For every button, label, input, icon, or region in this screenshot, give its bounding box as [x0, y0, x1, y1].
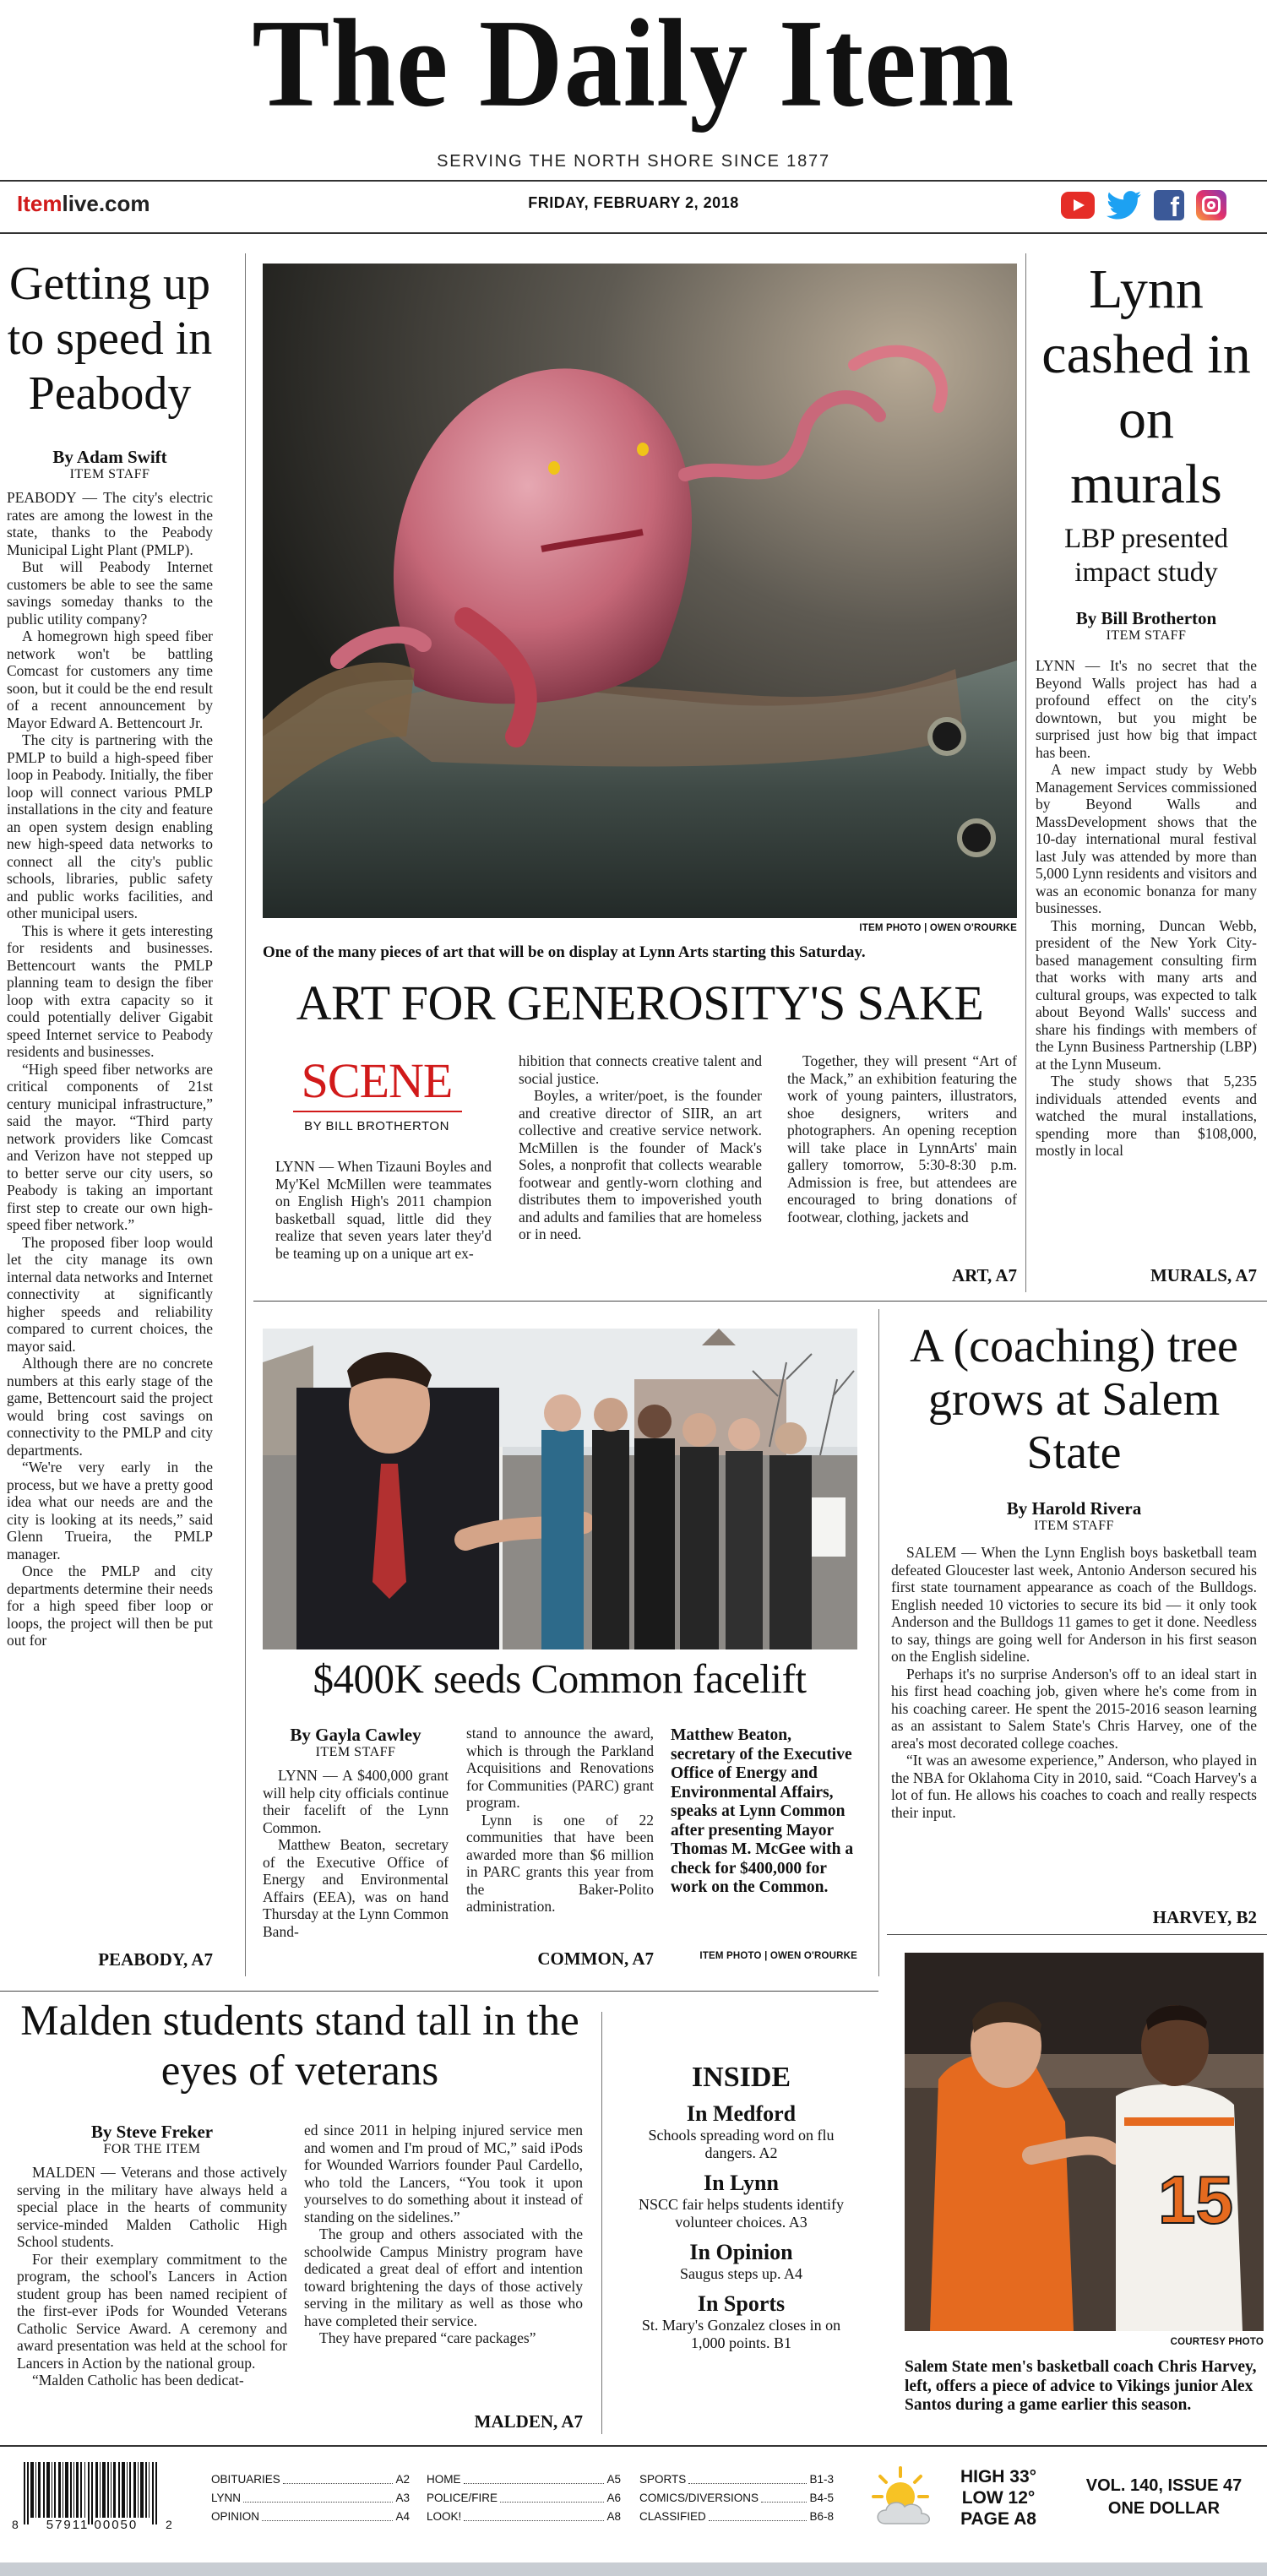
peabody-paragraph: PEABODY — The city's electric rates are among the lowest in the state, thanks to the Peabody Municipal Light Plant (PMLP). [7, 489, 213, 558]
murals-body [1036, 657, 1257, 1160]
coaching-paragraph: “It was an awesome experience,” Anderson, who played in the NBA for Oklahoma City in 2010, said. “Coach Harvey's a lot of fun. He allows his coaches to coach and really respects their input. [891, 1752, 1257, 1821]
footer-rule [0, 2445, 1267, 2447]
coaching-photo-credit: COURTESY PHOTO [1170, 2337, 1264, 2347]
inside-title: INSIDE [691, 2062, 791, 2093]
common-staff: ITEM STAFF [315, 1745, 396, 1759]
barcode [12, 2462, 181, 2546]
inside-item-head: In Sports [697, 2291, 786, 2316]
art-column-2 [519, 1052, 762, 1243]
scene-logo: SCENE [301, 1053, 453, 1108]
index-row[interactable] [427, 2470, 621, 2489]
index-row[interactable] [639, 2470, 834, 2489]
index-name: COMICS/DIVERSIONS [639, 2492, 759, 2504]
murals-byline: By Bill Brotherton [1075, 608, 1217, 628]
coaching-article [891, 1320, 1257, 1821]
price: ONE DOLLAR [1107, 2499, 1221, 2518]
peabody-paragraph: The proposed fiber loop would let the city manage its own internal data networks and Internet connectivity at significantly higher speeds and reliability compared to current choices, the mayor said. [7, 1233, 213, 1355]
art-photo-caption: One of the many pieces of art that will be on display at Lynn Arts starting this Saturday. [263, 943, 866, 961]
right-column-divider-top [1025, 253, 1026, 1292]
inside-item-text: Saugus steps up. A4 [679, 2265, 802, 2282]
index-name: CLASSIFIED [639, 2510, 706, 2523]
instagram-icon[interactable] [1196, 190, 1226, 220]
coaching-rule [887, 1934, 1267, 1935]
inside-item[interactable] [617, 2291, 866, 2352]
common-column-1 [263, 1767, 449, 1940]
inside-item-head: In Lynn [704, 2171, 779, 2195]
common-byline: By Gayla Cawley [290, 1725, 421, 1745]
art-jump[interactable]: ART, A7 [951, 1265, 1017, 1285]
malden-divider [601, 2012, 602, 2434]
common-headline: $400K seeds Common facelift [313, 1655, 807, 1702]
index-name: POLICE/FIRE [427, 2492, 498, 2504]
murals-paragraph: LYNN — It's no secret that the Beyond Walls project has had a profound effect on the city's downtown, but you might be surprised just how big that impact has been. [1036, 657, 1257, 761]
art-column-1 [275, 1158, 492, 1262]
index-row[interactable] [639, 2489, 834, 2508]
common-photo [263, 1329, 857, 1649]
murals-staff: ITEM STAFF [1106, 628, 1187, 643]
common-photo-credit: ITEM PHOTO | OWEN O'ROURKE [699, 1951, 857, 1961]
common-photo-caption: Matthew Beaton, secretary of the Executive Office of Energy and Environmental Affairs, speaks at Lynn Common after presenting Mayor Thomas M. McGee with a check for $400,000 for work on the Common. [671, 1726, 854, 1896]
murals-paragraph: This morning, Duncan Webb, president of the New York City-based management consulting firm that works with many arts and cultural groups, was expected to talk about Beyond Walls' success and share his findings with members of the Lynn Business Partnership (LBP) at the Lynn Museum. [1036, 916, 1257, 1073]
murals-article [1036, 257, 1257, 1160]
scene-byline: BY BILL BROTHERTON [304, 1119, 449, 1133]
index-row[interactable] [639, 2508, 834, 2526]
barcode-digits: 57911 00050 [46, 2518, 139, 2532]
index-name: LOOK! [427, 2510, 462, 2523]
inside-item-text: Schools spreading word on flu dangers. A2 [648, 2127, 835, 2161]
coaching-paragraph: SALEM — When the Lynn English boys basketball team defeated Gloucester last week, Antonio Anderson secured his first state tournament appearance as coach of the Bulldogs. English needed 10 victories to secure its bid — it only took Anderson and the Bulldogs 11 games to get it done. Needless to say, things are going well for Anderson in his first season on the English sideline. [891, 1544, 1257, 1665]
malden-staff: FOR THE ITEM [103, 2142, 201, 2156]
common-section-rule [0, 1991, 878, 1992]
malden-jump[interactable]: MALDEN, A7 [474, 2411, 583, 2432]
index-page: A3 [395, 2492, 410, 2504]
issue-info [1071, 2475, 1257, 2520]
peabody-paragraph: “We're very early in the process, but we have a pretty good idea what our needs are and the city is looking at its needs,” said Glenn Trueira, the PMLP manager. [7, 1459, 213, 1562]
index-column-3 [639, 2470, 834, 2526]
murals-headline: Lynn cashed in on murals [1041, 258, 1251, 515]
inside-item[interactable] [617, 2240, 866, 2283]
malden-paragraph: For their exemplary commitment to the program, the school's Lancers in Action student group has been named recipient of the first-ever iPods for Wounded Veterans Catholic Service Award. A ceremony and award presentation was held at the school for Lancers in Action by the national group. [17, 2250, 287, 2372]
common-paragraph: stand to announce the award, which is through the Parkland Acquisitions and Renovations for Communities (PARC) grant program. [466, 1725, 654, 1811]
facebook-icon[interactable]: f [1154, 190, 1184, 220]
social-icons [1061, 187, 1255, 223]
site-link-red: Item [17, 191, 63, 216]
common-divider [878, 1309, 879, 1976]
art-photo-credit: ITEM PHOTO | OWEN O'ROURKE [859, 923, 1017, 933]
malden-byline: By Steve Freker [90, 2122, 214, 2142]
left-column-divider [245, 253, 246, 1976]
weather-high: HIGH 33° [960, 2467, 1037, 2486]
art-paragraph: hibition that connects creative talent and social justice. [519, 1052, 762, 1087]
barcode-digit-left: 8 [12, 2518, 19, 2531]
issue-date: FRIDAY, FEBRUARY 2, 2018 [528, 194, 739, 211]
index-row[interactable] [427, 2508, 621, 2526]
inside-item-head: In Medford [686, 2101, 797, 2126]
art-photo [263, 264, 1017, 918]
art-headline: ART FOR GENEROSITY'S SAKE [296, 976, 984, 1030]
scene-logo-rule [293, 1111, 462, 1112]
peabody-paragraph: The city is partnering with the PMLP to build a high-speed fiber loop in Peabody. Initially, the fiber loop will connect various PMLP installations in the city and feature an open system design enabling new high-speed data networks to connect all the city's public schools, libraries, public safety and public works facilities, and other municipal users. [7, 731, 213, 921]
peabody-paragraph: But will Peabody Internet customers be able to see the same savings someday thanks to the public utility company? [7, 558, 213, 628]
weather-info [948, 2466, 1049, 2530]
weather-page[interactable]: PAGE A8 [960, 2509, 1036, 2529]
art-paragraph: Together, they will present “Art of the Mack,” an exhibition featuring the work of young painters, illustrators, shoe designers, writers and photographers. An opening reception will take place in LynnArts' main gallery tomorrow, 5:30-8:30 p.m. Admission is free, but attendees are encouraged to bring donations of footwear, clothing, jackets and [787, 1052, 1017, 1226]
coaching-headline: A (coaching) tree grows at Salem State [910, 1320, 1238, 1479]
index-page: B1-3 [809, 2473, 834, 2486]
inside-item-text: St. Mary's Gonzalez closes in on 1,000 points. B1 [641, 2317, 841, 2351]
peabody-paragraph: This is where it gets interesting for residents and businesses. Bettencourt wants the PMLP planning team to design the fiber loop with extra capacity so it could potentially deliver Gigabit speed Internet service to Peabody residents and businesses. [7, 921, 213, 1060]
index-page: A8 [606, 2510, 621, 2523]
inside-item-text: NSCC fair helps students identify volunteer choices. A3 [639, 2196, 844, 2231]
peabody-paragraph: A homegrown high speed fiber network won't be battling Comcast for customers any time soon, but it could be the end result of a recent announcement by Mayor Edward A. Bettencourt Jr. [7, 628, 213, 731]
inside-item-head: In Opinion [689, 2240, 793, 2264]
art-paragraph: LYNN — When Tizauni Boyles and My'Kel McMillen were teammates on English High's 2011 champion basketball squad, little did they realize that seven years later they'd be teaming up on a unique art ex- [275, 1158, 492, 1262]
peabody-paragraph: “High speed fiber networks are critical components of 21st century municipal infrastructure,” said the mayor. “Third party network providers like Comcast and Verizon have not stepped up to better serve our city users, so Peabody is taking an important first step to create our own high-speed fiber network.” [7, 1060, 213, 1233]
murals-paragraph: The study shows that 5,235 individuals attended events and watched the mural installations, spending more than $108,000, mostly in local [1036, 1073, 1257, 1159]
murals-jump[interactable]: MURALS, A7 [1150, 1265, 1257, 1285]
peabody-article [7, 257, 213, 1971]
bottom-strip [0, 2562, 1267, 2576]
volume-issue: VOL. 140, ISSUE 47 [1085, 2476, 1243, 2495]
coaching-staff: ITEM STAFF [1034, 1519, 1114, 1533]
malden-headline: Malden students stand tall in the eyes of veterans [20, 1997, 579, 2095]
art-column-3 [787, 1052, 1017, 1226]
jersey-number: 15 [1158, 2162, 1233, 2237]
coaching-jump[interactable]: HARVEY, B2 [1152, 1907, 1257, 1927]
masthead-rule-top [0, 180, 1267, 182]
index-row[interactable] [211, 2470, 410, 2489]
index-row[interactable] [211, 2508, 410, 2526]
coaching-byline: By Harold Rivera [1006, 1498, 1142, 1519]
common-paragraph: LYNN — A $400,000 grant will help city officials continue their facelift of the Lynn Common. [263, 1767, 449, 1836]
common-jump[interactable]: COMMON, A7 [537, 1948, 654, 1969]
malden-paragraph: They have prepared “care packages” [319, 2329, 536, 2346]
index-row[interactable] [427, 2489, 621, 2508]
index-name: OPINION [211, 2510, 260, 2523]
inside-item[interactable] [617, 2171, 866, 2231]
index-name: SPORTS [639, 2473, 687, 2486]
malden-paragraph: “Malden Catholic has been dedicat- [32, 2372, 244, 2389]
coaching-photo-caption: Salem State men's basketball coach Chris Harvey, left, offers a piece of advice to Vikings junior Alex Santos during a game earlier this season. [905, 2358, 1257, 2414]
basketball-coach-image [905, 1953, 1264, 2331]
inside-box [617, 2061, 866, 2352]
inside-item[interactable] [617, 2101, 866, 2162]
malden-paragraph: ed since 2011 in helping injured service men and women and I'm proud of MC,” said iPods for Wounded Warriors founder Paul Cardello, who told the Lancers, “You took it upon yourselves to do something about it instead of standing on the sidelines.” [304, 2122, 583, 2225]
barcode-digit-right: 2 [166, 2518, 172, 2531]
peabody-jump[interactable]: PEABODY, A7 [98, 1949, 213, 1970]
malden-column-2 [304, 2122, 583, 2347]
masthead-tagline: SERVING THE NORTH SHORE SINCE 1877 [437, 152, 830, 171]
youtube-icon[interactable] [1061, 192, 1095, 219]
coaching-paragraph: Perhaps it's no surprise Anderson's off to an ideal start in his first head coaching job, given where he's come from in his coaching career. He spent the 2015-2016 season learning as an assistant to Salem State's Chris Harvey, one of the area's most decorated college coaches. [891, 1665, 1257, 1752]
weather-low: LOW 12° [961, 2488, 1036, 2508]
index-page: A5 [606, 2473, 621, 2486]
index-page: A6 [606, 2492, 621, 2504]
common-byline-block [263, 1725, 449, 1940]
peabody-byline: By Adam Swift [52, 447, 167, 467]
index-page: B6-8 [809, 2510, 834, 2523]
index-name: HOME [427, 2473, 461, 2486]
coaching-body [891, 1544, 1257, 1821]
masthead-rule-bottom [0, 232, 1267, 234]
coaching-photo [905, 1953, 1264, 2331]
common-paragraph: Matthew Beaton, secretary of the Executive Office of Energy and Environmental Affairs (EEA), was on hand Thursday at the Lynn Common Band- [263, 1836, 449, 1940]
malden-paragraph: MALDEN — Veterans and those actively serving in the military have always held a special place in the hearts of community service-minded Malden Catholic High School students. [17, 2164, 287, 2250]
masthead [0, 0, 1267, 179]
murals-subhead: LBP presented impact study [1064, 524, 1228, 588]
index-page: B4-5 [809, 2492, 834, 2504]
common-ceremony-image [263, 1329, 857, 1649]
murals-paragraph: A new impact study by Webb Management Services commissioned by Beyond Walls and MassDevelopment shows that the 10-day international mural festival last July was attended by more than 5,000 Lynn residents and visitors and was an economic bonanza for many businesses. [1036, 761, 1257, 916]
index-row[interactable] [211, 2489, 410, 2508]
peabody-headline: Getting up to speed in Peabody [7, 258, 213, 420]
masthead-title: The Daily Item [252, 0, 1015, 133]
malden-paragraph: The group and others associated with the schoolwide Campus Ministry program have dedicated a great deal of effort and intention toward brightening the days of those actively serving in the military as well as those who have completed their service. [304, 2225, 583, 2329]
site-link-rest: live.com [62, 191, 150, 216]
index-name: OBITUARIES [211, 2473, 280, 2486]
peabody-paragraph: Once the PMLP and city departments determine their needs for a high speed fiber loop or loops, the project will then be put out for [7, 1562, 213, 1649]
common-column-2 [466, 1725, 654, 1916]
index-page: A4 [395, 2510, 410, 2523]
art-sculpture-image [263, 264, 1017, 918]
art-paragraph: Boyles, a writer/poet, is the founder and creative director of SIIR, an art collective and creative service network. McMillen is the founder of Mack's Soles, a nonprofit that collects wearable footwear and gently-worn clothing and distributes them to impoverished youth and adults and families that are homeless or in need. [519, 1087, 762, 1242]
partly-sunny-icon [870, 2465, 941, 2532]
index-name: LYNN [211, 2492, 242, 2504]
common-paragraph: Lynn is one of 22 communities that have been awarded more than $6 million in PARC grants this year from the Baker-Polito administration. [466, 1811, 654, 1915]
peabody-body [7, 489, 213, 1649]
malden-column-1 [17, 2164, 287, 2389]
index-column-1 [211, 2470, 410, 2526]
index-column-2 [427, 2470, 621, 2526]
index-page: A2 [395, 2473, 410, 2486]
barcode-bars [12, 2462, 181, 2524]
peabody-paragraph: Although there are no concrete numbers at this early stage of the game, Bettencourt said the project would bring cost savings on connectivity to the PMLP and city departments. [7, 1355, 213, 1459]
art-section-rule [253, 1301, 1267, 1302]
peabody-staff: ITEM STAFF [69, 467, 150, 481]
twitter-icon[interactable] [1107, 190, 1142, 220]
malden-byline-block [17, 2122, 287, 2389]
